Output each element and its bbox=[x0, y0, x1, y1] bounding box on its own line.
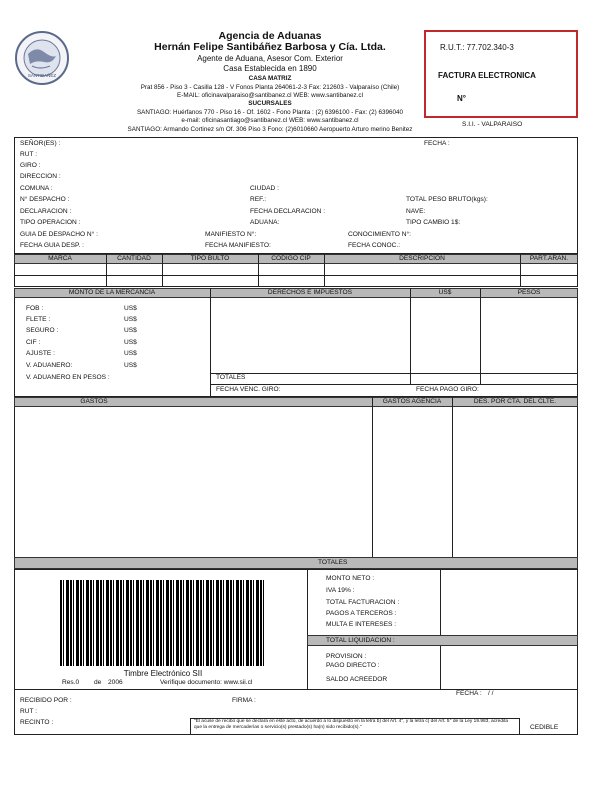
company-name: Hernán Felipe Santibáñez Barbosa y Cía. Ltda. bbox=[154, 41, 386, 53]
client-ciudad: CIUDAD : bbox=[250, 185, 279, 192]
summary-monto-neto: MONTO NETO : bbox=[326, 575, 375, 582]
client-nave: NAVE: bbox=[406, 208, 426, 215]
mercancia-ajuste-label: AJUSTE : bbox=[26, 350, 55, 357]
gastos-col-cliente: DES. POR CTA. DEL CLTE. bbox=[473, 398, 557, 405]
client-senores: SEÑOR(ES) : bbox=[20, 140, 61, 147]
client-fecha-manifiesto: FECHA MANIFIESTO: bbox=[205, 242, 271, 249]
document-number-label: N° bbox=[457, 94, 466, 103]
client-guia-despacho: GUIA DE DESPACHO N° : bbox=[20, 231, 98, 238]
summary-iva: IVA 19% : bbox=[326, 587, 355, 594]
gastos-col-agencia: GASTOS AGENCIA bbox=[382, 398, 442, 405]
client-conocimiento: CONOCIMIENTO N°: bbox=[348, 231, 411, 238]
mercancia-title: MONTO DE LA MERCANCIA bbox=[68, 289, 156, 296]
client-direccion: DIRECCION : bbox=[20, 173, 61, 180]
gastos-title: GASTOS bbox=[80, 398, 108, 405]
footer-fecha-slashes: / / bbox=[488, 690, 494, 697]
casa-matriz-label: CASA MATRIZ bbox=[248, 75, 292, 82]
footer-firma: FIRMA : bbox=[232, 697, 256, 704]
client-giro: GIRO : bbox=[20, 162, 41, 169]
client-declaracion: DECLARACION : bbox=[20, 208, 72, 215]
timbre-de: de bbox=[94, 679, 102, 686]
derechos-fecha-pago-giro: FECHA PAGO GIRO: bbox=[416, 386, 479, 393]
company-role: Agente de Aduana, Asesor Com. Exterior bbox=[197, 54, 343, 63]
mercancia-vaduanero-currency: US$ bbox=[124, 362, 137, 369]
client-fecha-guia: FECHA GUIA DESP. : bbox=[20, 242, 85, 249]
items-col-marca: MARCA bbox=[48, 255, 72, 262]
santiago-contact: e-mail: oficinasantiago@santibanez.cl WEB: www.santibanez.cl bbox=[181, 117, 359, 124]
logo-text: SANTIBAÑEZ bbox=[27, 73, 57, 78]
mercancia-vaduanero-label: V. ADUANERO: bbox=[26, 362, 73, 369]
summary-pagos-terceros: PAGOS A TERCEROS : bbox=[326, 610, 397, 617]
mercancia-fob-label: FOB : bbox=[26, 305, 44, 312]
gastos-totales-bar bbox=[14, 557, 578, 569]
summary-total-facturacion: TOTAL FACTURACION : bbox=[326, 599, 400, 606]
items-col-descripcion: DESCRIPCION bbox=[399, 255, 445, 262]
items-col-tipo-bulto: TIPO BULTO bbox=[190, 255, 230, 262]
derechos-col-usd: US$ bbox=[438, 289, 452, 296]
client-despacho: N° DESPACHO : bbox=[20, 196, 70, 203]
santiago-airport: SANTIAGO: Armando Cortinez s/n Of. 306 Piso 3 Fono: (2)6010660 Aeropuerto Arturo merino Benitez bbox=[127, 126, 413, 133]
derechos-fecha-venc-giro: FECHA VENC. GIRO: bbox=[216, 386, 281, 393]
client-comuna: COMUNA : bbox=[20, 185, 53, 192]
mercancia-seguro-currency: US$ bbox=[124, 327, 137, 334]
client-block bbox=[14, 137, 578, 254]
mercancia-ajuste-currency: US$ bbox=[124, 350, 137, 357]
mercancia-cif-currency: US$ bbox=[124, 339, 137, 346]
client-ref: REF.: bbox=[250, 196, 267, 203]
matriz-address: Prat 856 - Piso 3 - Casilla 128 - V Fonos Planta 264061-2-3 Fax: 212603 - Valparaíso (Chile) bbox=[140, 84, 400, 91]
footer-recinto: RECINTO : bbox=[20, 719, 54, 726]
mercancia-vaduanero-pesos: V. ADUANERO EN PESOS : bbox=[26, 374, 110, 381]
summary-saldo: SALDO ACREEDOR bbox=[326, 676, 388, 683]
mercancia-seguro-label: SEGURO : bbox=[26, 327, 59, 334]
company-established: Casa Establecida en 1890 bbox=[223, 64, 317, 73]
summary-pago-directo: PAGO DIRECTO : bbox=[326, 662, 380, 669]
items-col-cantidad: CANTIDAD bbox=[117, 255, 151, 262]
footer-recibido: RECIBIDO POR : bbox=[20, 697, 72, 704]
summary-total-liquidacion: TOTAL LIQUIDACION : bbox=[326, 637, 395, 644]
summary-multa: MULTA E INTERESES : bbox=[326, 621, 397, 628]
derechos-title: DERECHOS E IMPUESTOS bbox=[267, 289, 353, 296]
client-fecha-declaracion: FECHA DECLARACION : bbox=[250, 208, 326, 215]
client-fecha: FECHA : bbox=[424, 140, 450, 147]
mercancia-fob-currency: US$ bbox=[124, 305, 137, 312]
summary-provision: PROVISION : bbox=[326, 653, 367, 660]
santiago-address: SANTIAGO: Huérfanos 770 - Piso 16 - Of. 1602 - Fono Planta : (2) 6396100 - Fax: (2) 6396040 bbox=[136, 109, 403, 116]
timbre-year: 2006 bbox=[108, 679, 123, 686]
legal-text: "El acuse de recibo que se declara en este acto, de acuerdo a lo dispuesto en la letra b) del Art. 4°, y la letra c) del Art. 5° de la Ley 19.983, acredita que la entrega de mercaderías o servicio(s) prestado(s) ha(n) sido recibido(s)." bbox=[194, 719, 509, 730]
mercancia-flete-label: FLETE : bbox=[26, 316, 51, 323]
derechos-col-pesos: PESOS bbox=[517, 289, 541, 296]
mercancia-flete-currency: US$ bbox=[124, 316, 137, 323]
client-tipo-operacion: TIPO OPERACION : bbox=[20, 219, 81, 226]
client-aduana: ADUANA: bbox=[250, 219, 280, 226]
document-type: FACTURA ELECTRONICA bbox=[438, 71, 536, 80]
sucursales-label: SUCURSALES bbox=[248, 100, 292, 107]
sii-office: S.I.I. - VALPARAISO bbox=[462, 121, 523, 128]
agency-name: Agencia de Aduanas bbox=[218, 30, 322, 42]
client-fecha-conoc: FECHA CONOC.: bbox=[348, 242, 401, 249]
items-col-partaran: PART.ARAN. bbox=[529, 255, 569, 262]
client-peso-bruto: TOTAL PESO BRUTO(kgs): bbox=[406, 196, 488, 203]
client-rut: RUT : bbox=[20, 151, 38, 158]
footer-rut: RUT : bbox=[20, 708, 38, 715]
matriz-contact: E-MAIL: oficinavalparaiso@santibanez.cl WEB: www.santibanez.cl bbox=[177, 92, 363, 99]
footer-fecha: FECHA : bbox=[456, 690, 482, 697]
timbre-verify: Verifique documento: www.sii.cl bbox=[160, 679, 253, 686]
client-tipo-cambio: TIPO CAMBIO 1$: bbox=[406, 219, 461, 226]
items-col-codigo-cip: CODIGO CIP bbox=[271, 255, 311, 262]
company-logo bbox=[14, 30, 70, 86]
timbre-res: Res.0 bbox=[62, 679, 80, 686]
client-manifiesto: MANIFIESTO N°: bbox=[205, 231, 257, 238]
gastos-section bbox=[14, 397, 578, 569]
footer-cedible: CEDIBLE bbox=[530, 724, 559, 731]
timbre-label: Timbre Electrónico SII bbox=[123, 669, 203, 678]
mercancia-cif-label: CIF : bbox=[26, 339, 41, 346]
gastos-totales: TOTALES bbox=[318, 559, 348, 566]
derechos-totales: TOTALES bbox=[216, 374, 246, 381]
rut-number: R.U.T.: 77.702.340-3 bbox=[440, 43, 514, 52]
timbre-barcode bbox=[60, 580, 266, 666]
